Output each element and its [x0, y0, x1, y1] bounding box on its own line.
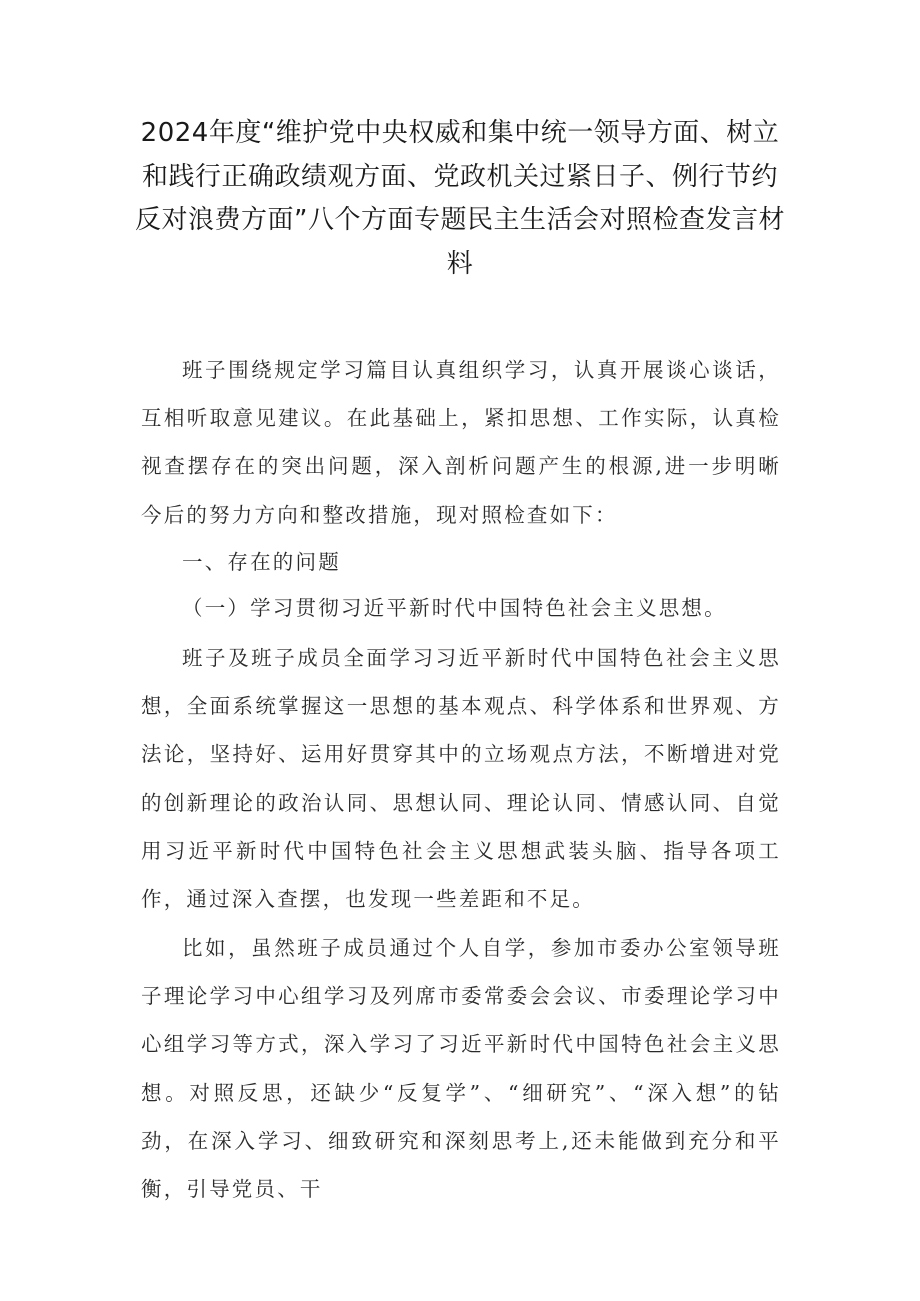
body-paragraph-1: 班子及班子成员全面学习习近平新时代中国特色社会主义思想，全面系统掌握这一思想的基本观点、科学体系和世界观、方法论，坚持好、运用好贯穿其中的立场观点方法，不断增进对党的创新理论的政治认同、思想认同、理论认同、情感认同、自觉用习近平新时代中国特色社会主义思想武装头脑、指导各项工作，通过深入查摆，也发现一些差距和不足。	[141, 646, 781, 912]
body-paragraph-2: 比如，虽然班子成员通过个人自学，参加市委办公室领导班子理论学习中心组学习及列席市委常委会会议、市委理论学习中心组学习等方式，深入学习了习近平新时代中国特色社会主义思想。对照反思，还缺少“反复学”、“细研究”、“深入想”的钻劲，在深入学习、细致研究和深刻思考上,还未能做到充分和平衡，引导党员、干	[141, 936, 781, 1202]
subsection-heading: （一）学习贯彻习近平新时代中国特色社会主义思想。	[182, 596, 727, 620]
document-title: 2024年度“维护党中央权威和集中统一领导方面、树立和践行正确政绩观方面、党政机关过紧日子、例行节约反对浪费方面”八个方面专题民主生活会对照检查发言材料	[135, 118, 785, 279]
intro-paragraph: 班子围绕规定学习篇目认真组织学习，认真开展谈心谈话，互相听取意见建议。在此基础上，紧扣思想、工作实际，认真检视查摆存在的突出问题，深入剖析问题产生的根源,进一步明晰今后的努力方向和整改措施，现对照检查如下：	[141, 358, 781, 527]
section-heading: 一、存在的问题	[182, 550, 341, 574]
